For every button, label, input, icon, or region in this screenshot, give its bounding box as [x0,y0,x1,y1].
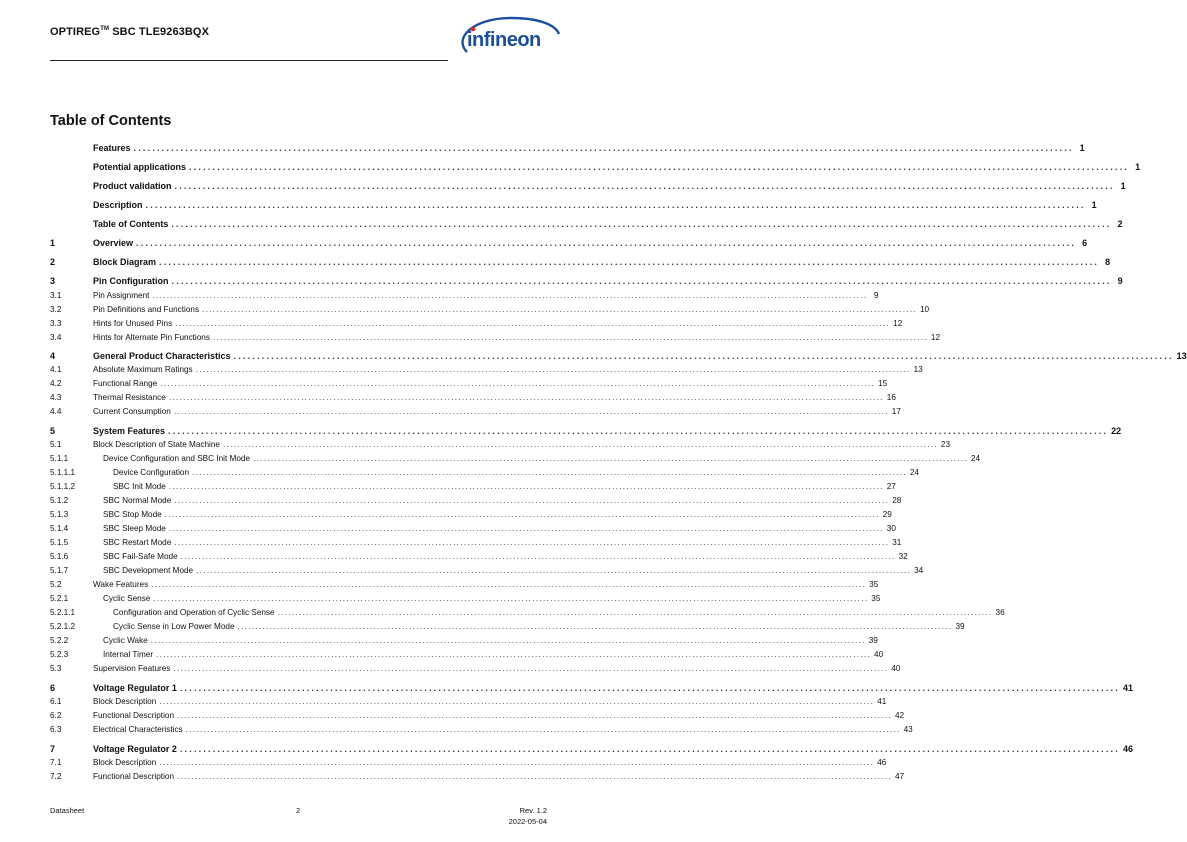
toc-entry[interactable] [50,650,884,659]
toc-leader-dots: ........................................................................................................................................................................................................ [168,482,884,491]
toc-entry[interactable] [50,143,1085,153]
toc-entry-number: 7 [50,744,56,754]
toc-entry-title: SBC Restart Mode [103,538,172,547]
toc-leader-dots: ........................................................................................................................................................................................................ [168,393,884,402]
toc-entry[interactable] [50,257,1111,267]
toc-entry-title: SBC Init Mode [113,482,166,491]
toc-entry-title: Voltage Regulator 2 [93,744,177,754]
logo-wordmark: infineon [467,29,541,51]
toc-leader-dots: ........................................................................................................................................................................................................ [174,181,1115,191]
toc-entry-number: 7.1 [50,758,62,767]
toc-entry-number: 3 [50,276,56,286]
toc-entry-page: 24 [970,454,981,463]
toc-entry-title: Pin Configuration [93,276,169,286]
toc-entry[interactable] [50,333,941,342]
toc-entry-number: 5.2.3 [50,650,69,659]
toc-entry-title: Voltage Regulator 1 [93,683,177,693]
toc-leader-dots: ........................................................................................................................................................................................................ [196,566,912,575]
toc-entry[interactable] [50,379,888,388]
toc-entry-number: 3.4 [50,333,62,342]
toc-leader-dots: ........................................................................................................................................................................................................ [152,291,868,300]
toc-entry-number: 3.3 [50,319,62,328]
toc-leader-dots: ........................................................................................................................................................................................................ [136,238,1077,248]
toc-leader-dots: ........................................................................................................................................................................................................ [177,772,892,781]
toc-entry-title: Product validation [93,181,172,191]
toc-entry-page: 41 [877,697,887,706]
toc-entry-page: 31 [892,538,902,547]
toc-entry-title: Device Configuration and SBC Init Mode [103,454,250,463]
toc-entry-title: Description [93,200,143,210]
toc-entry-number: 5.2.2 [50,636,69,645]
toc-entry[interactable] [50,697,887,706]
toc-entry-page: 1 [1079,143,1085,153]
toc-entry-page: 6 [1082,238,1088,248]
toc-entry[interactable] [50,510,892,519]
toc-entry-title: Supervision Features [93,664,171,673]
header-divider [50,60,448,61]
toc-entry-number: 4.3 [50,393,62,402]
toc-leader-dots: ........................................................................................................................................................................................................ [159,758,875,767]
toc-leader-dots: ........................................................................................................................................................................................................ [159,257,1100,267]
toc-leader-dots: ........................................................................................................................................................................................................ [173,407,889,416]
toc-entry-page: 17 [891,407,901,416]
toc-leader-dots: ........................................................................................................................................................................................................ [177,711,892,720]
toc-entry[interactable] [50,524,896,533]
toc-leader-dots: ........................................................................................................................................................................................................ [195,365,911,374]
toc-entry[interactable] [50,219,1123,229]
toc-entry-title: Block Diagram [93,257,157,267]
toc-entry-page: 1 [1091,200,1097,210]
toc-entry-number: 5.2 [50,580,62,589]
toc-leader-dots: ........................................................................................................................................................................................................ [156,650,872,659]
toc-entry-number: 7.2 [50,772,62,781]
toc-leader-dots: ........................................................................................................................................................................................................ [164,510,880,519]
toc-entry-number: 1 [50,238,56,248]
toc-entry-title: Thermal Resistance [93,393,166,402]
toc-entry-title: Block Description [93,697,157,706]
toc-leader-dots: ........................................................................................................................................................................................................ [168,426,1109,436]
toc-entry-number: 5.1.4 [50,524,69,533]
toc-entry-number: 5.1.1.1 [50,468,76,477]
toc-entry-page: 16 [886,393,896,402]
toc-entry-title: Current Consumption [93,407,171,416]
toc-entry-title: Block Description of State Machine [93,440,220,449]
toc-leader-dots: ........................................................................................................................................................................................................ [192,468,907,477]
toc-entry[interactable] [50,608,1005,617]
toc-entry-number: 5.2.1 [50,594,69,603]
toc-entry-title: Cyclic Sense in Low Power Mode [113,622,235,631]
toc-entry-page: 34 [914,566,924,575]
toc-leader-dots: ........................................................................................................................................................................................................ [160,379,876,388]
footer-doc-type: Datasheet [50,806,85,815]
toc-entry-title: Functional Description [93,711,175,720]
toc-entry-number: 5.1.6 [50,552,69,561]
toc-entry-title: System Features [93,426,166,436]
toc-entry-page: 35 [871,594,881,603]
toc-entry[interactable] [50,482,896,491]
toc-entry-page: 23 [940,440,951,449]
toc-leader-dots: ........................................................................................................................................................................................................ [179,683,1120,693]
toc-entry-title: Electrical Characteristics [93,725,183,734]
toc-entry-page: 32 [898,552,908,561]
toc-entry-number: 4.4 [50,407,62,416]
toc-entry[interactable] [50,594,881,603]
toc-entry-page: 22 [1111,426,1122,436]
toc-entry-page: 13 [1176,351,1187,361]
toc-entry-title: Device Configuration [113,468,190,477]
toc-entry[interactable] [50,426,1122,436]
toc-entry-number: 6.1 [50,697,62,706]
toc-entry-title: Pin Definitions and Functions [93,305,200,314]
toc-entry-number: 5.1.1.2 [50,482,76,491]
toc-entry[interactable] [50,238,1088,248]
toc-entry-title: SBC Sleep Mode [103,524,166,533]
toc-leader-dots: ........................................................................................................................................................................................................ [153,594,869,603]
toc-entry[interactable] [50,200,1097,210]
toc-entry-title: SBC Development Mode [103,566,194,575]
toc-entry[interactable] [50,440,951,449]
toc-entry-number: 3.1 [50,291,62,300]
toc-entry-number: 6.2 [50,711,62,720]
toc-entry-number: 4.1 [50,365,62,374]
toc-entry-page: 15 [878,379,888,388]
toc-entry[interactable] [50,711,905,720]
toc-entry-page: 12 [930,333,941,342]
document-title: OPTIREG™ SBC TLE9263BQX [50,26,210,38]
toc-entry-number: 5.1 [50,440,62,449]
toc-leader-dots: ........................................................................................................................................................................................................ [253,454,968,463]
toc-entry-number: 5.1.7 [50,566,69,575]
toc-entry[interactable] [50,538,902,547]
toc-entry[interactable] [50,580,879,589]
toc-leader-dots: ........................................................................................................................................................................................................ [222,440,938,449]
toc-entry-page: 46 [877,758,887,767]
toc-leader-dots: ........................................................................................................................................................................................................ [174,538,890,547]
toc-entry-title: SBC Fail-Safe Mode [103,552,178,561]
footer-date: 2022-05-04 [508,817,547,826]
toc-entry-page: 2 [1117,219,1123,229]
toc-leader-dots: ........................................................................................................................................................................................................ [189,162,1130,172]
toc-entry[interactable] [50,664,901,673]
toc-entry-number: 5.2.1.1 [50,608,76,617]
toc-entry-title: Configuration and Operation of Cyclic Sense [113,608,275,617]
toc-entry-title: SBC Stop Mode [103,510,162,519]
toc-entry-title: Cyclic Sense [103,594,151,603]
toc-leader-dots: ........................................................................................................................................................................................................ [171,276,1112,286]
toc-entry-page: 1 [1120,181,1126,191]
toc-leader-dots: ........................................................................................................................................................................................................ [175,319,891,328]
toc-entry[interactable] [50,758,887,767]
toc-entry-title: Absolute Maximum Ratings [93,365,193,374]
toc-entry-number: 5.1.1 [50,454,69,463]
toc-entry-number: 3.2 [50,305,62,314]
toc-entry-number: 4 [50,351,56,361]
toc-entry-page: 39 [955,622,965,631]
toc-leader-dots: ........................................................................................................................................................................................................ [233,351,1174,361]
toc-entry-page: 39 [868,636,878,645]
toc-entry-page: 47 [894,772,905,781]
toc-entry-title: Pin Assignment [93,291,150,300]
toc-entry-number: 5.3 [50,664,62,673]
toc-entry-page: 13 [913,365,923,374]
toc-leader-dots: ........................................................................................................................................................................................................ [168,524,884,533]
toc-entry[interactable] [50,636,878,645]
toc-leader-dots: ........................................................................................................................................................................................................ [179,744,1120,754]
toc-entry[interactable] [50,276,1123,286]
toc-leader-dots: ........................................................................................................................................................................................................ [174,496,890,505]
toc-entry-number: 4.2 [50,379,62,388]
toc-leader-dots: ........................................................................................................................................................................................................ [159,697,875,706]
toc-entry-number: 6 [50,683,56,693]
toc-heading: Table of Contents [50,113,172,129]
toc-entry-title: Overview [93,238,134,248]
toc-entry-page: 28 [892,496,902,505]
toc-entry[interactable] [50,181,1126,191]
footer-revision: Rev. 1.2 [519,806,547,815]
toc-entry-page: 12 [893,319,903,328]
toc-entry-page: 9 [873,291,879,300]
toc-entry-title: Cyclic Wake [103,636,148,645]
toc-entry-number: 5.1.3 [50,510,69,519]
toc-entry[interactable] [50,351,1187,361]
toc-entry-title: Hints for Alternate Pin Functions [93,333,210,342]
toc-leader-dots: ........................................................................................................................................................................................................ [171,219,1112,229]
toc-entry[interactable] [50,622,965,631]
toc-entry[interactable] [50,552,908,561]
toc-leader-dots: ........................................................................................................................................................................................................ [277,608,993,617]
toc-entry-page: 30 [886,524,896,533]
toc-entry-page: 40 [874,650,884,659]
toc-entry-title: Internal Timer [103,650,154,659]
toc-entry[interactable] [50,407,901,416]
toc-entry-title: Hints for Unused Pins [93,319,173,328]
toc-entry-number: 5.2.1.2 [50,622,76,631]
toc-leader-dots: ........................................................................................................................................................................................................ [151,580,867,589]
toc-entry-page: 42 [894,711,905,720]
toc-entry-title: General Product Characteristics [93,351,231,361]
toc-entry-page: 24 [909,468,920,477]
toc-entry[interactable] [50,496,902,505]
toc-entry[interactable] [50,291,879,300]
toc-entry[interactable] [50,683,1133,693]
toc-entry-number: 5.1.5 [50,538,69,547]
toc-leader-dots: ........................................................................................................................................................................................................ [133,143,1074,153]
toc-entry-page: 40 [891,664,901,673]
toc-entry-page: 36 [995,608,1005,617]
toc-leader-dots: ........................................................................................................................................................................................................ [212,333,928,342]
toc-entry-title: SBC Normal Mode [103,496,172,505]
toc-entry-page: 43 [903,725,913,734]
toc-entry-number: 5 [50,426,56,436]
toc-entry-title: Features [93,143,131,153]
toc-leader-dots: ........................................................................................................................................................................................................ [180,552,896,561]
toc-entry-title: Table of Contents [93,219,169,229]
toc-entry[interactable] [50,365,923,374]
toc-entry-title: Block Description [93,758,157,767]
toc-entry[interactable] [50,162,1141,172]
toc-entry-number: 2 [50,257,56,267]
toc-entry[interactable] [50,566,924,575]
toc-entry-number: 5.1.2 [50,496,69,505]
toc-leader-dots: ........................................................................................................................................................................................................ [237,622,953,631]
toc-entry[interactable] [50,454,981,463]
toc-entry[interactable] [50,744,1133,754]
toc-entry-page: 8 [1105,257,1111,267]
toc-entry-title: Potential applications [93,162,187,172]
toc-entry-title: Functional Range [93,379,158,388]
toc-leader-dots: ........................................................................................................................................................................................................ [150,636,866,645]
toc-entry-page: 9 [1117,276,1123,286]
toc-leader-dots: ........................................................................................................................................................................................................ [185,725,901,734]
toc-entry[interactable] [50,772,905,781]
toc-leader-dots: ........................................................................................................................................................................................................ [145,200,1086,210]
toc-entry[interactable] [50,725,913,734]
toc-entry[interactable] [50,319,903,328]
toc-entry-page: 35 [869,580,879,589]
toc-entry[interactable] [50,468,920,477]
toc-leader-dots: ........................................................................................................................................................................................................ [173,664,889,673]
footer-page-number: 2 [296,806,301,815]
toc-entry-page: 46 [1122,744,1133,754]
toc-entry-page: 27 [886,482,896,491]
toc-entry-page: 10 [920,305,930,314]
toc-entry-page: 41 [1122,683,1133,693]
toc-entry-title: Functional Description [93,772,175,781]
toc-entry-title: Wake Features [93,580,149,589]
toc-entry-page: 1 [1135,162,1141,172]
toc-entry[interactable] [50,393,896,402]
toc-entry-number: 6.3 [50,725,62,734]
infineon-logo [453,12,563,60]
toc-leader-dots: ........................................................................................................................................................................................................ [202,305,917,314]
toc-entry[interactable] [50,305,930,314]
toc-entry-page: 29 [882,510,892,519]
